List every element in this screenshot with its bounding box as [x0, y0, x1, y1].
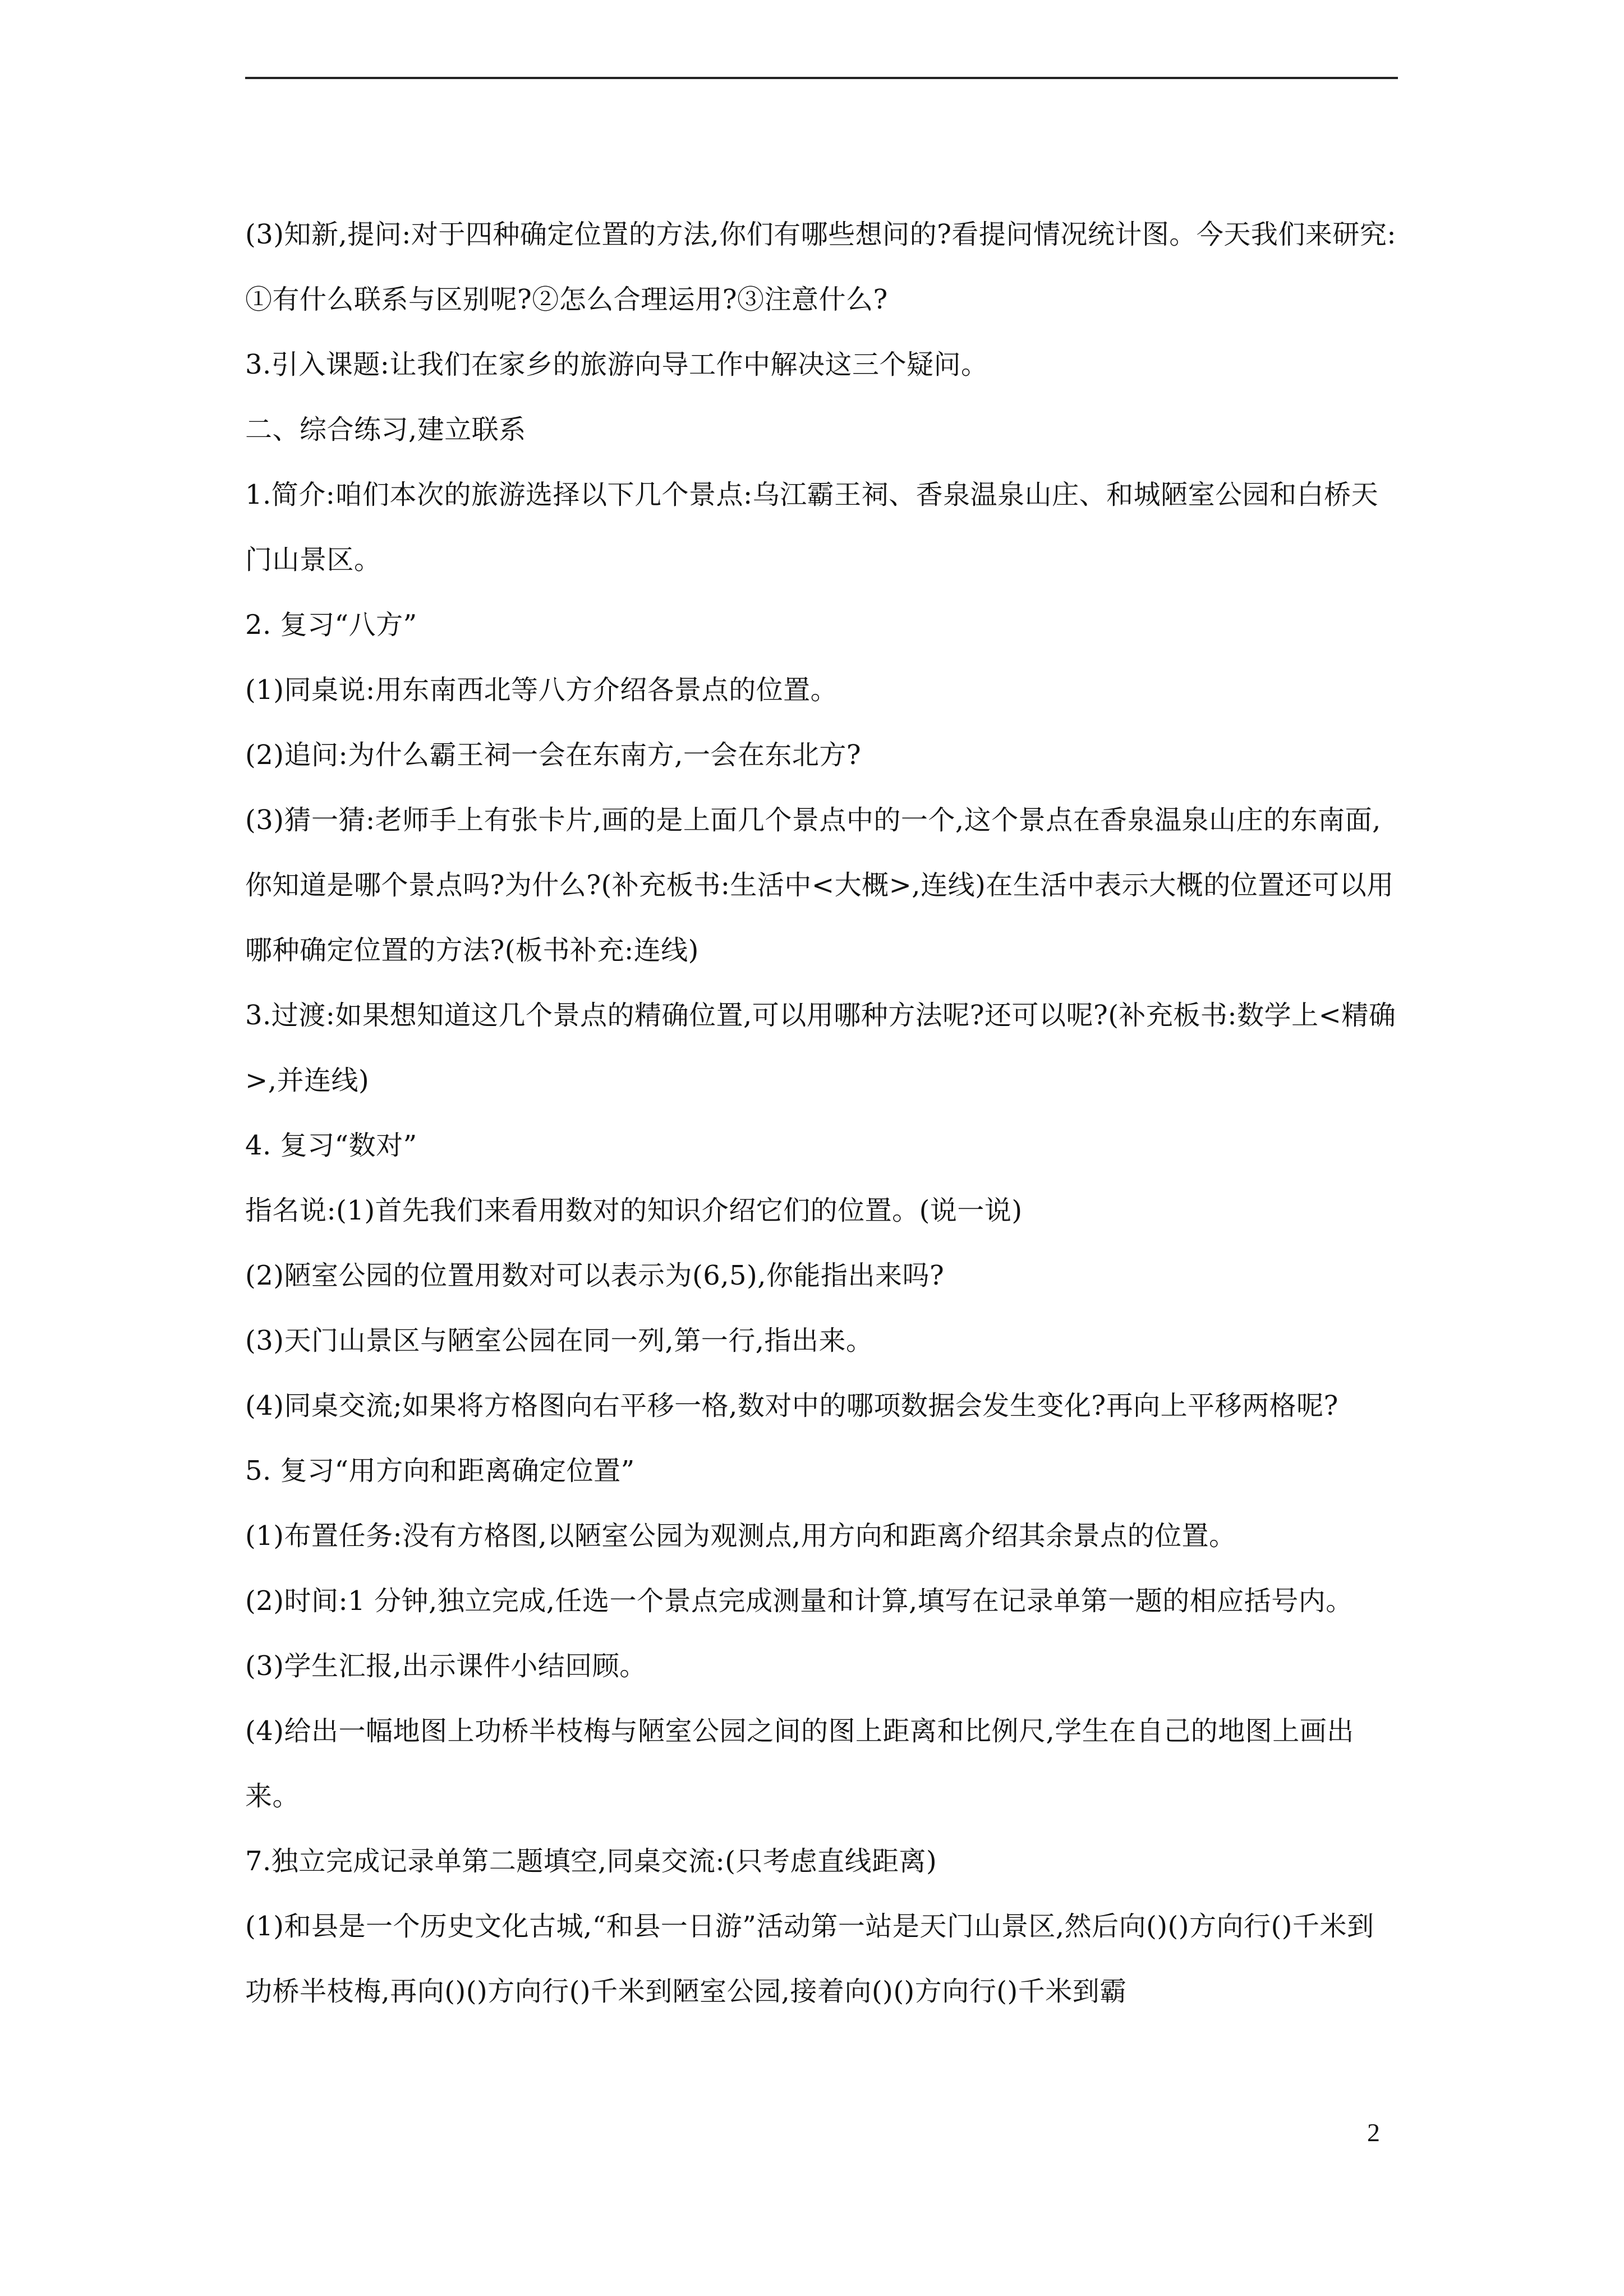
paragraph-4: 1.简介:咱们本次的旅游选择以下几个景点:乌江霸王祠、香泉温泉山庄、和城陋室公园和白桥天门山景区。 — [245, 479, 1379, 576]
paragraph-11: 指名说:(1)首先我们来看用数对的知识介绍它们的位置。(说一说) — [245, 1195, 1023, 1226]
subheading-number-pairs: 4. 复习“数对” — [245, 1130, 417, 1161]
section-heading: 二、综合练习,建立联系 — [245, 414, 526, 445]
paragraph-17: (2)时间:1 分钟,独立完成,任选一个景点完成测量和计算,填写在记录单第一题的相应括号内。 — [245, 1585, 1353, 1617]
paragraph-12: (2)陋室公园的位置用数对可以表示为(6,5),你能指出来吗? — [245, 1260, 945, 1291]
subheading-eight-directions: 2. 复习“八方” — [245, 609, 417, 641]
paragraph-9: 3.过渡:如果想知道这几个景点的精确位置,可以用哪种方法呢?还可以呢?(补充板书:数学上<精确>,并连线) — [245, 1000, 1396, 1096]
paragraph-19: (4)给出一幅地图上功桥半枝梅与陋室公园之间的图上距离和比例尺,学生在自己的地图上画出来。 — [245, 1715, 1354, 1812]
paragraph-13: (3)天门山景区与陋室公园在同一列,第一行,指出来。 — [245, 1325, 873, 1356]
paragraph-21: (1)和县是一个历史文化古城,“和县一日游”活动第一站是天门山景区,然后向()()方向行()千米到功桥半枝梅,再向()()方向行()千米到陋室公园,接着向()()方向行()千米到霸 — [245, 1911, 1374, 2007]
paragraph-18: (3)学生汇报,出示课件小结回顾。 — [245, 1650, 647, 1682]
paragraph-6: (1)同桌说:用东南西北等八方介绍各景点的位置。 — [245, 674, 838, 706]
paragraph-2: 3.引入课题:让我们在家乡的旅游向导工作中解决这三个疑问。 — [245, 349, 988, 380]
page-number: 2 — [1367, 2118, 1380, 2147]
paragraph-20: 7.独立完成记录单第二题填空,同桌交流:(只考虑直线距离) — [245, 1846, 937, 1877]
paragraph-16: (1)布置任务:没有方格图,以陋室公园为观测点,用方向和距离介绍其余景点的位置。 — [245, 1520, 1236, 1552]
document-body — [245, 202, 1401, 2024]
paragraph-8: (3)猜一猜:老师手上有张卡片,画的是上面几个景点中的一个,这个景点在香泉温泉山庄的东南面,你知道是哪个景点吗?为什么?(补充板书:生活中<大概>,连线)在生活中表示大概的位置还可以用哪种确定位置的方法?(板书补充:连线) — [245, 804, 1394, 966]
paragraph-1: (3)知新,提问:对于四种确定位置的方法,你们有哪些想问的?看提问情况统计图。今天我们来研究:①有什么联系与区别呢?②怎么合理运用?③注意什么? — [245, 219, 1397, 315]
paragraph-14: (4)同桌交流;如果将方格图向右平移一格,数对中的哪项数据会发生变化?再向上平移两格呢? — [245, 1390, 1338, 1421]
header-rule — [245, 77, 1398, 79]
subheading-direction-distance: 5. 复习“用方向和距离确定位置” — [245, 1455, 635, 1487]
paragraph-7: (2)追问:为什么霸王祠一会在东南方,一会在东北方? — [245, 739, 862, 771]
